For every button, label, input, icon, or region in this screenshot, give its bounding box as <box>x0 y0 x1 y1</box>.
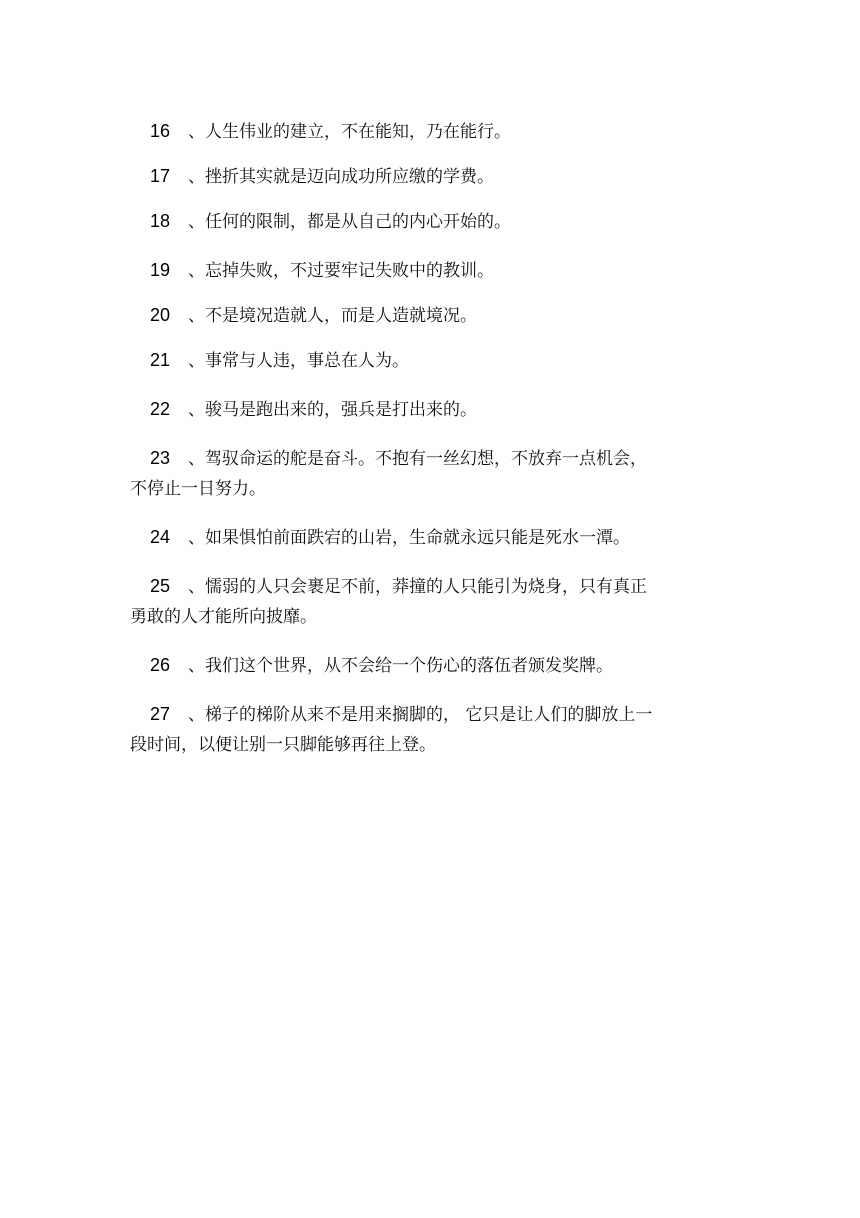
list-item <box>130 522 730 553</box>
list-item <box>130 255 730 286</box>
list-item <box>130 650 730 681</box>
list-item <box>130 394 730 425</box>
list-item <box>130 116 730 147</box>
list-item <box>130 345 730 376</box>
item-text: 、任何的限制，都是从自己的内心开始的。 <box>188 212 511 232</box>
item-number: 22 <box>150 399 171 419</box>
item-text: 、骏马是跑出来的，强兵是打出来的。 <box>188 400 477 420</box>
item-text: 、如果惧怕前面跌宕的山岩，生命就永远只能是死水一潭。 <box>188 528 630 548</box>
item-text-continuation: 段时间，以便让别一只脚能够再往上登。 <box>130 735 436 755</box>
item-number: 19 <box>150 260 171 280</box>
item-number: 27 <box>150 704 171 724</box>
item-text: 、不是境况造就人，而是人造就境况。 <box>188 306 477 326</box>
list-item <box>130 300 730 331</box>
quote-list <box>130 116 730 760</box>
item-number: 20 <box>150 305 171 325</box>
list-item <box>130 699 730 760</box>
item-number: 23 <box>150 448 171 468</box>
item-text: 、事常与人违，事总在人为。 <box>188 351 409 371</box>
item-number: 17 <box>150 166 171 186</box>
item-text: 、挫折其实就是迈向成功所应缴的学费。 <box>188 167 494 187</box>
list-item <box>130 571 730 632</box>
item-number: 21 <box>150 350 171 370</box>
item-text: 、忘掉失败，不过要牢记失败中的教训。 <box>188 261 494 281</box>
item-text-continuation: 勇敢的人才能所向披靡。 <box>130 607 317 627</box>
item-text: 、人生伟业的建立，不在能知，乃在能行。 <box>188 122 511 142</box>
list-item <box>130 161 730 192</box>
list-item <box>130 443 730 504</box>
item-text: 、梯子的梯阶从来不是用来搁脚的， 它只是让人们的脚放上一 <box>188 705 653 725</box>
item-text-continuation: 不停止一日努力。 <box>130 479 266 499</box>
item-number: 16 <box>150 121 171 141</box>
item-text: 、懦弱的人只会裹足不前，莽撞的人只能引为烧身，只有真正 <box>188 577 647 597</box>
item-number: 25 <box>150 576 171 596</box>
item-number: 18 <box>150 211 171 231</box>
list-item <box>130 206 730 237</box>
item-number: 26 <box>150 655 171 675</box>
item-number: 24 <box>150 527 171 547</box>
item-text: 、我们这个世界，从不会给一个伤心的落伍者颁发奖牌。 <box>188 656 613 676</box>
item-text: 、驾驭命运的舵是奋斗。不抱有一丝幻想，不放弃一点机会， <box>188 449 647 469</box>
